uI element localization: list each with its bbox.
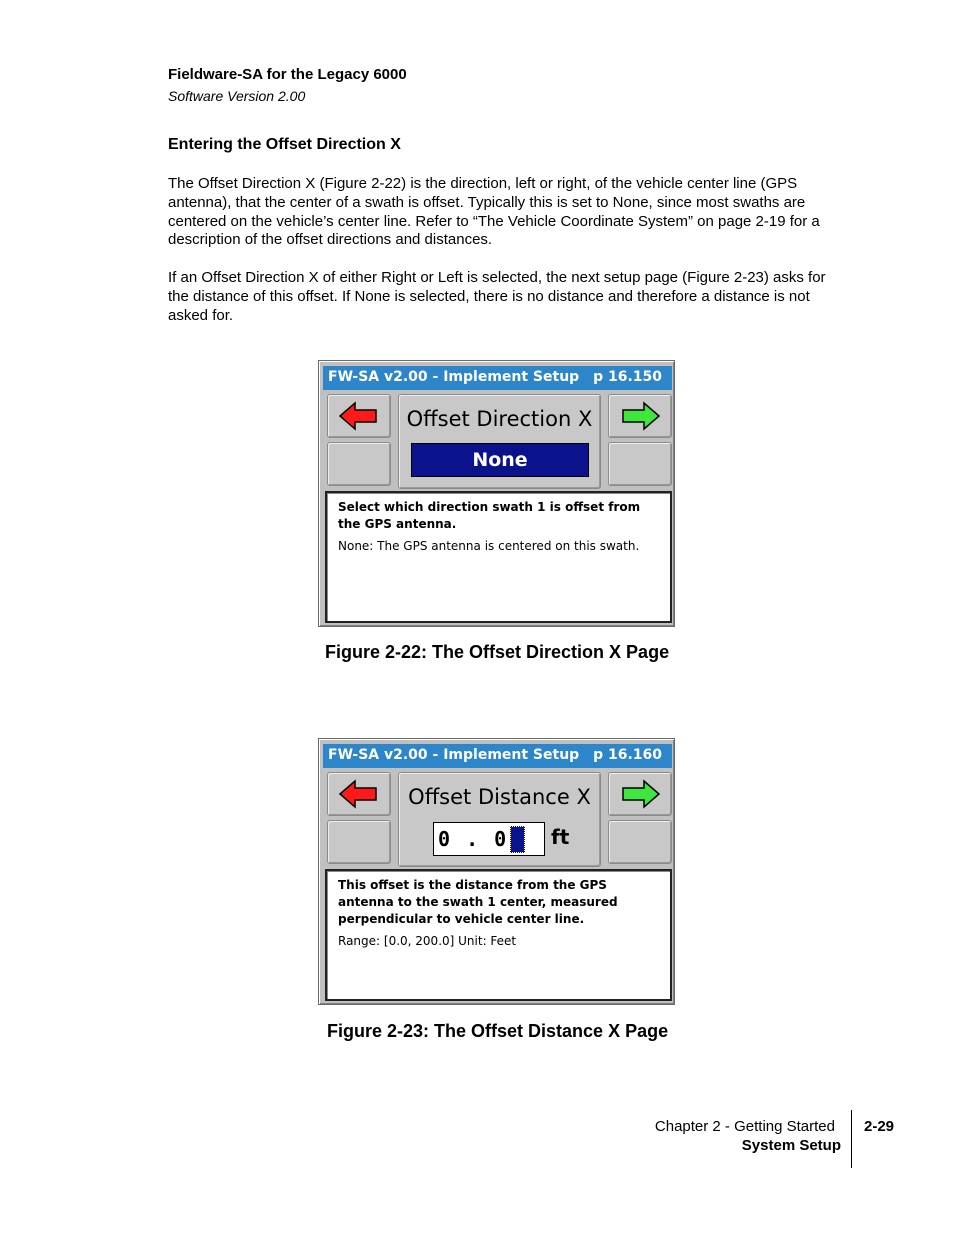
screen-page-number: p 16.150 xyxy=(593,369,662,385)
screen-titlebar xyxy=(323,744,672,768)
distance-input[interactable] xyxy=(433,822,545,856)
next-button[interactable] xyxy=(608,394,672,438)
distance-value: 0 . 0 xyxy=(438,827,509,851)
blank-left-button[interactable] xyxy=(327,442,391,486)
help-detail: Range: [0.0, 200.0] Unit: Feet xyxy=(338,934,517,948)
red-left-arrow-icon xyxy=(338,779,380,809)
figure-caption-1: Figure 2-22: The Offset Direction X Page xyxy=(325,642,670,662)
page-number: 2-29 xyxy=(864,1118,895,1135)
offset-distance-screen xyxy=(318,738,675,1005)
back-button[interactable] xyxy=(327,772,391,816)
next-button[interactable] xyxy=(608,772,672,816)
body-paragraph-1: The Offset Direction X (Figure 2-22) is the direction, left or right, of the vehicle center line (GPS antenna), that the center of a swath is offset. Typically this is set to None, since most swaths are centered on the vehicle’s center line. Refer to “The Vehicle Coordinate System” on page 2-19 for a description of the offset directions and distances. xyxy=(168,175,820,249)
red-left-arrow-icon xyxy=(338,401,380,431)
help-text-box xyxy=(325,491,672,623)
blank-right-button[interactable] xyxy=(608,442,672,486)
help-text-box xyxy=(325,869,672,1001)
green-right-arrow-icon xyxy=(619,779,661,809)
help-detail: None: The GPS antenna is centered on this swath. xyxy=(338,539,640,553)
green-right-arrow-icon xyxy=(619,401,661,431)
blank-right-button[interactable] xyxy=(608,820,672,864)
screen-title: FW-SA v2.00 - Implement Setup xyxy=(328,369,580,385)
blank-left-button[interactable] xyxy=(327,820,391,864)
figure-caption-2: Figure 2-23: The Offset Distance X Page xyxy=(327,1021,669,1041)
body-paragraph-2: If an Offset Direction X of either Right or Left is selected, the next setup page (Figure 2-23) asks for the distance of this offset. If None is selected, there is no distance and therefore a distance is not asked for. xyxy=(168,269,826,324)
back-button[interactable] xyxy=(327,394,391,438)
setting-panel xyxy=(398,394,601,489)
footer-divider xyxy=(851,1110,852,1168)
setting-label: Offset Direction X xyxy=(406,407,593,431)
footer-chapter: Chapter 2 - Getting Started xyxy=(654,1118,835,1135)
running-header-title: Fieldware-SA for the Legacy 6000 xyxy=(168,66,407,83)
footer-section: System Setup xyxy=(741,1137,841,1154)
help-heading: Select which direction swath 1 is offset from the GPS antenna. xyxy=(338,500,641,531)
screen-page-number: p 16.160 xyxy=(593,747,662,763)
direction-select[interactable]: None xyxy=(411,443,589,477)
text-cursor xyxy=(510,826,525,853)
offset-direction-screen xyxy=(318,360,675,627)
section-heading: Entering the Offset Direction X xyxy=(168,136,401,153)
unit-label: ft xyxy=(551,825,570,849)
setting-panel xyxy=(398,772,601,867)
setting-label: Offset Distance X xyxy=(408,785,591,809)
help-heading: This offset is the distance from the GPS antenna to the swath 1 center, measured perpendicular to vehicle center line. xyxy=(338,878,618,926)
screen-title: FW-SA v2.00 - Implement Setup xyxy=(328,747,580,763)
screen-titlebar xyxy=(323,366,672,390)
running-header-subtitle: Software Version 2.00 xyxy=(168,88,306,104)
